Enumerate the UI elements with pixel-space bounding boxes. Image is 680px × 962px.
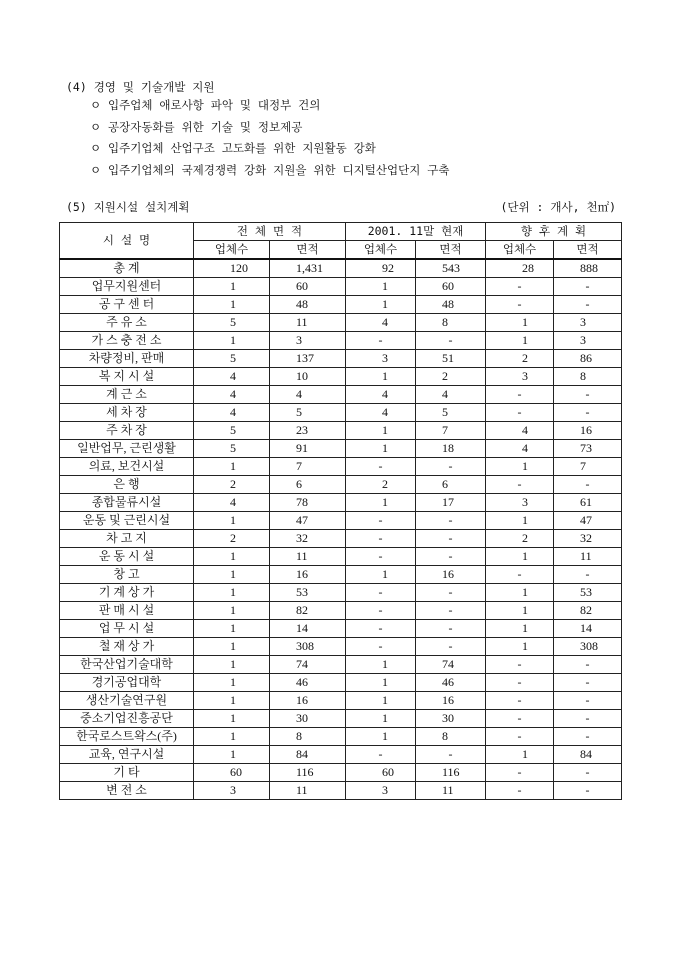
area-cell: 11 (554, 548, 622, 566)
area-cell: 116 (270, 764, 346, 782)
count-cell: 4 (194, 386, 270, 404)
facility-name-cell: 업무지원센터 (60, 278, 194, 296)
area-cell: 10 (270, 368, 346, 386)
header-count: 업체수 (194, 241, 270, 260)
unit-note: (단위 : 개사, 천㎡) (500, 200, 616, 214)
count-cell: 3 (486, 494, 554, 512)
facility-name-cell: 판 매 시 설 (60, 602, 194, 620)
count-cell: 1 (486, 332, 554, 350)
facility-name-cell: 종합물류시설 (60, 494, 194, 512)
count-cell: - (486, 674, 554, 692)
count-cell: 1 (486, 746, 554, 764)
count-cell: - (346, 602, 416, 620)
count-cell: 1 (194, 620, 270, 638)
count-cell: 1 (346, 368, 416, 386)
table-row (60, 782, 622, 800)
area-cell: 18 (416, 440, 486, 458)
facility-name-cell: 가 스 충 전 소 (60, 332, 194, 350)
count-cell: 5 (194, 422, 270, 440)
facility-name-cell: 차량정비, 판매 (60, 350, 194, 368)
facility-name-cell: 세 차 장 (60, 404, 194, 422)
header-count: 업체수 (486, 241, 554, 260)
count-cell: 1 (346, 710, 416, 728)
area-cell: 84 (554, 746, 622, 764)
area-cell: 86 (554, 350, 622, 368)
list-item (90, 119, 449, 141)
area-cell: - (554, 566, 622, 584)
count-cell: 1 (346, 674, 416, 692)
count-cell: - (486, 728, 554, 746)
count-cell: 3 (486, 368, 554, 386)
table-row (60, 620, 622, 638)
area-cell: 30 (416, 710, 486, 728)
table-row (60, 368, 622, 386)
facility-plan-table (59, 222, 622, 800)
count-cell: 5 (194, 440, 270, 458)
area-cell: 888 (554, 259, 622, 278)
area-cell: 16 (270, 692, 346, 710)
count-cell: 1 (486, 602, 554, 620)
area-cell: 17 (416, 494, 486, 512)
list-item-text: 입주기업체의 국제경쟁력 강화 지원을 위한 디지털산업단지 구축 (108, 162, 450, 177)
area-cell: 8 (554, 368, 622, 386)
count-cell: 3 (346, 350, 416, 368)
table-row (60, 746, 622, 764)
table-row (60, 656, 622, 674)
header-area: 면적 (416, 241, 486, 260)
area-cell: 6 (270, 476, 346, 494)
facility-name-cell: 철 재 상 가 (60, 638, 194, 656)
area-cell: - (416, 620, 486, 638)
facility-name-cell: 운 동 시 설 (60, 548, 194, 566)
area-cell: - (554, 404, 622, 422)
circle-bullet-icon: ㅇ (90, 119, 102, 134)
count-cell: - (346, 584, 416, 602)
count-cell: 1 (486, 584, 554, 602)
area-cell: 32 (554, 530, 622, 548)
facility-name-cell: 총 계 (60, 259, 194, 278)
area-cell: 53 (270, 584, 346, 602)
section5-title: (5) 지원시설 설치계획 (66, 200, 190, 214)
area-cell: 308 (554, 638, 622, 656)
count-cell: - (486, 782, 554, 800)
header-current: 2001. 11말 현재 (346, 223, 486, 241)
count-cell: - (346, 512, 416, 530)
count-cell: 4 (194, 494, 270, 512)
area-cell: 7 (416, 422, 486, 440)
count-cell: 1 (194, 638, 270, 656)
count-cell: 2 (346, 476, 416, 494)
facility-name-cell: 변 전 소 (60, 782, 194, 800)
area-cell: 46 (270, 674, 346, 692)
list-item-text: 입주기업체 산업구조 고도화를 위한 지원활동 강화 (108, 141, 376, 155)
table-row (60, 404, 622, 422)
table-row (60, 530, 622, 548)
count-cell: 5 (194, 350, 270, 368)
area-cell: 8 (416, 728, 486, 746)
area-cell: 3 (270, 332, 346, 350)
area-cell: 32 (270, 530, 346, 548)
count-cell: 120 (194, 259, 270, 278)
table-row (60, 710, 622, 728)
count-cell: 1 (346, 692, 416, 710)
circle-bullet-icon: ㅇ (90, 162, 102, 177)
count-cell: - (346, 620, 416, 638)
facility-name-cell: 주 차 장 (60, 422, 194, 440)
table-row (60, 422, 622, 440)
area-cell: 3 (554, 314, 622, 332)
count-cell: 60 (194, 764, 270, 782)
count-cell: - (486, 710, 554, 728)
area-cell: 2 (416, 368, 486, 386)
area-cell: 16 (270, 566, 346, 584)
header-area: 면적 (554, 241, 622, 260)
facility-name-cell: 한국로스트왁스(주) (60, 728, 194, 746)
facility-name-cell: 중소기업진흥공단 (60, 710, 194, 728)
table-row (60, 602, 622, 620)
count-cell: 1 (194, 602, 270, 620)
count-cell: 4 (486, 422, 554, 440)
area-cell: - (554, 710, 622, 728)
list-item-text: 공장자동화를 위한 기술 및 정보제공 (108, 119, 303, 134)
facility-name-cell: 기 타 (60, 764, 194, 782)
facility-name-cell: 경기공업대학 (60, 674, 194, 692)
count-cell: 60 (346, 764, 416, 782)
table-row (60, 314, 622, 332)
facility-name-cell: 의료, 보건시설 (60, 458, 194, 476)
area-cell: - (554, 728, 622, 746)
count-cell: 1 (346, 494, 416, 512)
area-cell: 11 (416, 782, 486, 800)
area-cell: 5 (416, 404, 486, 422)
area-cell: 16 (554, 422, 622, 440)
area-cell: 4 (270, 386, 346, 404)
count-cell: 1 (346, 296, 416, 314)
area-cell: 30 (270, 710, 346, 728)
count-cell: - (486, 386, 554, 404)
count-cell: 1 (194, 296, 270, 314)
area-cell: - (554, 278, 622, 296)
area-cell: 6 (416, 476, 486, 494)
area-cell: 11 (270, 782, 346, 800)
table-row (60, 764, 622, 782)
area-cell: 53 (554, 584, 622, 602)
area-cell: - (416, 638, 486, 656)
table-row (60, 584, 622, 602)
area-cell: - (416, 512, 486, 530)
table-row (60, 512, 622, 530)
count-cell: - (346, 458, 416, 476)
count-cell: 2 (486, 350, 554, 368)
area-cell: - (554, 782, 622, 800)
table-row (60, 296, 622, 314)
facility-name-cell: 생산기술연구원 (60, 692, 194, 710)
count-cell: - (346, 530, 416, 548)
count-cell: 4 (194, 404, 270, 422)
count-cell: - (346, 548, 416, 566)
area-cell: - (554, 386, 622, 404)
list-item (90, 162, 449, 184)
area-cell: - (416, 548, 486, 566)
count-cell: 3 (346, 782, 416, 800)
count-cell: - (486, 278, 554, 296)
count-cell: 1 (486, 512, 554, 530)
area-cell: 3 (554, 332, 622, 350)
area-cell: - (554, 296, 622, 314)
facility-name-cell: 복 지 시 설 (60, 368, 194, 386)
facility-name-cell: 운동 및 근린시설 (60, 512, 194, 530)
area-cell: 308 (270, 638, 346, 656)
section4-bullet-list (90, 97, 449, 183)
count-cell: 1 (486, 620, 554, 638)
area-cell: 11 (270, 314, 346, 332)
area-cell: 47 (554, 512, 622, 530)
area-cell: 5 (270, 404, 346, 422)
circle-bullet-icon: ㅇ (90, 98, 102, 112)
area-cell: - (554, 656, 622, 674)
area-cell: 60 (270, 278, 346, 296)
area-cell: - (554, 476, 622, 494)
count-cell: 1 (194, 332, 270, 350)
area-cell: 14 (270, 620, 346, 638)
count-cell: 2 (194, 530, 270, 548)
count-cell: 1 (194, 674, 270, 692)
area-cell: 74 (416, 656, 486, 674)
area-cell: - (554, 692, 622, 710)
count-cell: - (486, 656, 554, 674)
list-item (90, 140, 449, 162)
header-count: 업체수 (346, 241, 416, 260)
count-cell: - (486, 296, 554, 314)
area-cell: 78 (270, 494, 346, 512)
count-cell: 2 (194, 476, 270, 494)
facility-name-cell: 기 계 상 가 (60, 584, 194, 602)
area-cell: 7 (554, 458, 622, 476)
area-cell: 8 (416, 314, 486, 332)
area-cell: 47 (270, 512, 346, 530)
count-cell: 4 (486, 440, 554, 458)
count-cell: 28 (486, 259, 554, 278)
area-cell: 91 (270, 440, 346, 458)
facility-name-cell: 한국산업기술대학 (60, 656, 194, 674)
list-item (90, 97, 449, 119)
facility-name-cell: 차 고 지 (60, 530, 194, 548)
section4-title: (4) 경영 및 기술개발 지원 (66, 80, 215, 94)
count-cell: 1 (194, 458, 270, 476)
area-cell: 48 (416, 296, 486, 314)
area-cell: 1,431 (270, 259, 346, 278)
area-cell: 73 (554, 440, 622, 458)
count-cell: - (346, 638, 416, 656)
count-cell: 1 (194, 512, 270, 530)
count-cell: 1 (346, 728, 416, 746)
circle-bullet-icon: ㅇ (90, 141, 102, 155)
header-facility-name: 시 설 명 (60, 223, 194, 260)
area-cell: 543 (416, 259, 486, 278)
area-cell: 82 (554, 602, 622, 620)
facility-name-cell: 창 고 (60, 566, 194, 584)
facility-name-cell: 은 행 (60, 476, 194, 494)
count-cell: 3 (194, 782, 270, 800)
facility-name-cell: 계 근 소 (60, 386, 194, 404)
count-cell: 1 (194, 656, 270, 674)
facility-name-cell: 일반업무, 근린생활 (60, 440, 194, 458)
facility-name-cell: 업 무 시 설 (60, 620, 194, 638)
count-cell: 1 (486, 638, 554, 656)
area-cell: - (554, 674, 622, 692)
area-cell: 7 (270, 458, 346, 476)
count-cell: 1 (194, 278, 270, 296)
table-row (60, 458, 622, 476)
area-cell: 8 (270, 728, 346, 746)
table-row (60, 638, 622, 656)
count-cell: 1 (346, 422, 416, 440)
count-cell: - (346, 746, 416, 764)
area-cell: 84 (270, 746, 346, 764)
count-cell: 1 (194, 728, 270, 746)
table-row (60, 728, 622, 746)
area-cell: - (416, 332, 486, 350)
table-row (60, 548, 622, 566)
area-cell: 16 (416, 692, 486, 710)
table-row (60, 440, 622, 458)
area-cell: - (416, 746, 486, 764)
area-cell: 4 (416, 386, 486, 404)
area-cell: 60 (416, 278, 486, 296)
table-row (60, 692, 622, 710)
area-cell: - (554, 764, 622, 782)
count-cell: 1 (194, 566, 270, 584)
total-row (60, 259, 622, 278)
area-cell: 16 (416, 566, 486, 584)
table-row (60, 278, 622, 296)
count-cell: 4 (346, 386, 416, 404)
area-cell: - (416, 584, 486, 602)
table-row (60, 566, 622, 584)
count-cell: 1 (194, 548, 270, 566)
count-cell: - (486, 476, 554, 494)
count-cell: 92 (346, 259, 416, 278)
area-cell: 23 (270, 422, 346, 440)
table-row (60, 674, 622, 692)
list-item-text: 입주업체 애로사항 파악 및 대정부 건의 (108, 98, 321, 112)
facility-name-cell: 주 유 소 (60, 314, 194, 332)
area-cell: 51 (416, 350, 486, 368)
count-cell: - (486, 404, 554, 422)
count-cell: 1 (346, 656, 416, 674)
count-cell: 4 (346, 404, 416, 422)
count-cell: 1 (486, 458, 554, 476)
area-cell: 137 (270, 350, 346, 368)
header-area: 면적 (270, 241, 346, 260)
facility-name-cell: 교육, 연구시설 (60, 746, 194, 764)
count-cell: 1 (346, 566, 416, 584)
count-cell: 1 (346, 440, 416, 458)
table-row (60, 476, 622, 494)
table-row (60, 386, 622, 404)
count-cell: 1 (194, 710, 270, 728)
area-cell: 46 (416, 674, 486, 692)
count-cell: 1 (194, 692, 270, 710)
table-row (60, 332, 622, 350)
area-cell: 82 (270, 602, 346, 620)
count-cell: 1 (194, 584, 270, 602)
area-cell: 11 (270, 548, 346, 566)
count-cell: 1 (194, 746, 270, 764)
count-cell: - (486, 764, 554, 782)
count-cell: 1 (486, 548, 554, 566)
area-cell: 48 (270, 296, 346, 314)
area-cell: - (416, 458, 486, 476)
area-cell: 61 (554, 494, 622, 512)
header-future-plan: 향 후 계 획 (486, 223, 622, 241)
table-row (60, 350, 622, 368)
facility-name-cell: 공 구 센 터 (60, 296, 194, 314)
count-cell: 1 (346, 278, 416, 296)
area-cell: 14 (554, 620, 622, 638)
count-cell: 4 (194, 368, 270, 386)
count-cell: 5 (194, 314, 270, 332)
count-cell: - (486, 692, 554, 710)
count-cell: - (346, 332, 416, 350)
header-total-area: 전 체 면 적 (194, 223, 346, 241)
count-cell: 4 (346, 314, 416, 332)
count-cell: 1 (486, 314, 554, 332)
count-cell: - (486, 566, 554, 584)
area-cell: - (416, 602, 486, 620)
area-cell: - (416, 530, 486, 548)
table-row (60, 494, 622, 512)
count-cell: 2 (486, 530, 554, 548)
area-cell: 116 (416, 764, 486, 782)
area-cell: 74 (270, 656, 346, 674)
